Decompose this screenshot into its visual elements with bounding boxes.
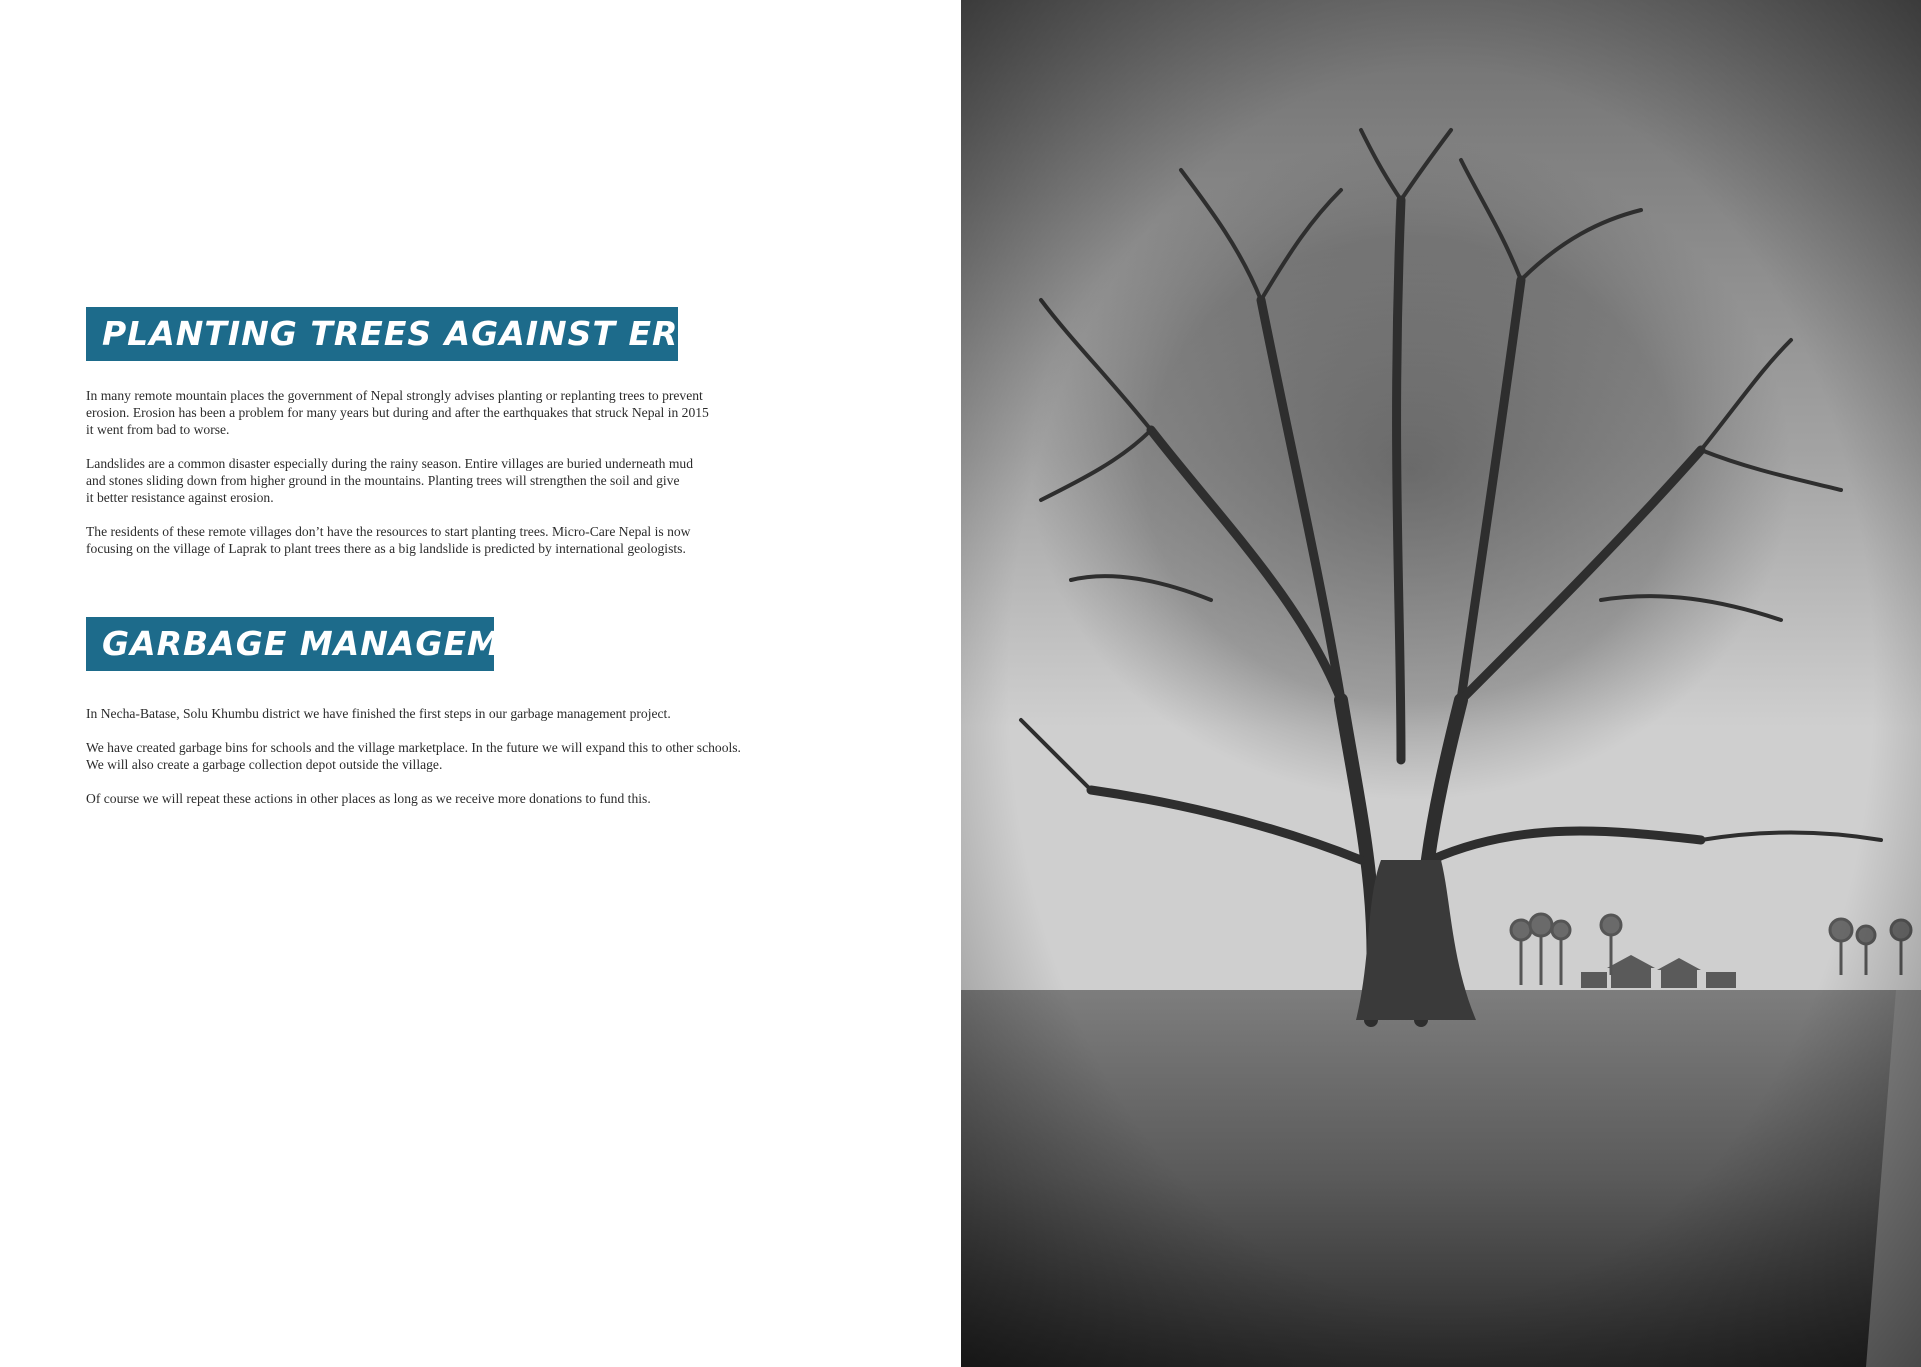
section-heading-garbage-management: GARBAGE MANAGEMENT [86, 617, 494, 671]
tree-photo [961, 0, 1921, 1367]
section-heading-planting-trees: PLANTING TREES AGAINST EROSION [86, 307, 678, 361]
paragraph: The residents of these remote villages don’t have the resources to start planting trees. Micro-Care Nepal is now focusing on the village of Laprak to plant trees there as a big landslide is predicted by international geologists. [86, 524, 691, 556]
paragraph: Of course we will repeat these actions in other places as long as we receive more donations to fund this. [86, 791, 651, 806]
paragraph: In Necha-Batase, Solu Khumbu district we have finished the first steps in our garbage management project. [86, 706, 671, 721]
paragraph: Landslides are a common disaster especially during the rainy season. Entire villages are buried underneath mud and stones sliding down from higher ground in the mountains. Planting trees will strengthen the soil and give it better resistance against erosion. [86, 456, 693, 505]
vignette [961, 0, 1921, 1367]
paragraph: In many remote mountain places the government of Nepal strongly advises planting or replanting trees to prevent erosion. Erosion has been a problem for many years but during and after the earthquakes that struck Nepal in 2015 it went from bad to worse. [86, 388, 709, 437]
photo-page [961, 0, 1921, 1367]
section-body-garbage-management [86, 705, 846, 824]
paragraph: We have created garbage bins for schools and the village marketplace. In the future we will expand this to other schools. We will also create a garbage collection depot outside the village. [86, 740, 741, 772]
section-body-planting-trees [86, 387, 846, 574]
